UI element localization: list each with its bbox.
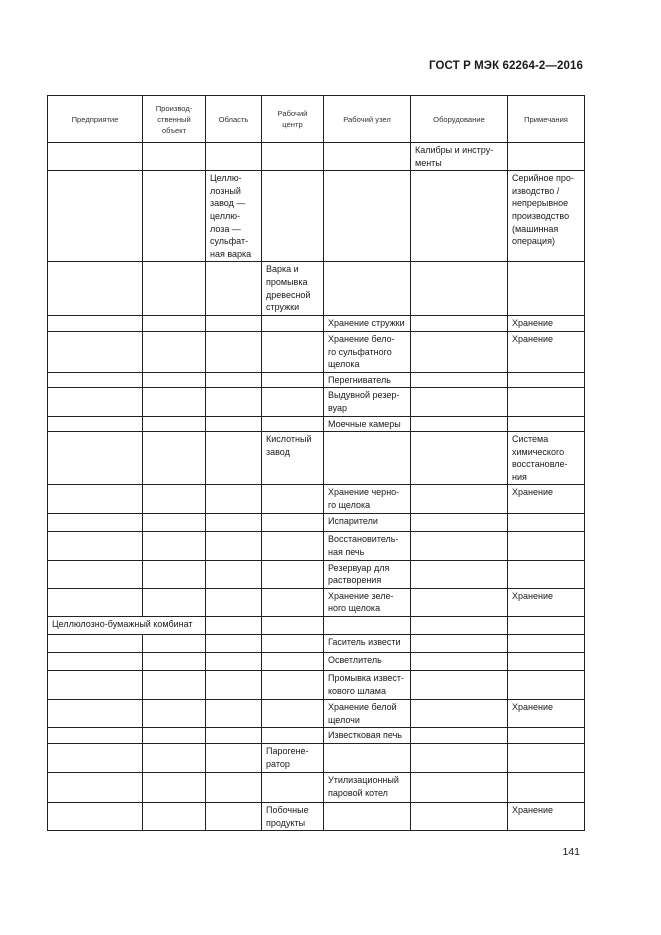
table-body — [48, 143, 585, 831]
table-cell — [262, 416, 324, 432]
table-cell — [262, 700, 324, 728]
table-row — [48, 653, 585, 671]
table-cell — [143, 560, 206, 588]
table-cell — [143, 744, 206, 773]
table-cell — [411, 617, 508, 635]
table-cell: Хранение стружки — [324, 316, 411, 332]
table-cell: Хранение — [508, 588, 585, 616]
column-header: Примечания — [508, 96, 585, 143]
table-cell — [262, 331, 324, 372]
table-cell — [411, 671, 508, 700]
table-cell — [48, 671, 143, 700]
table-row — [48, 262, 585, 316]
table-cell — [143, 416, 206, 432]
table-cell: Калибры и инстру- менты — [411, 143, 508, 171]
table-cell: Осветлитель — [324, 653, 411, 671]
table-cell — [206, 388, 262, 416]
table-row — [48, 803, 585, 831]
column-header: Производ- ственный объект — [143, 96, 206, 143]
table-cell — [411, 485, 508, 514]
table-cell — [48, 588, 143, 616]
table-cell: Резервуар для растворения — [324, 560, 411, 588]
table-cell — [324, 744, 411, 773]
table-cell — [262, 773, 324, 803]
table-cell — [411, 331, 508, 372]
table-cell — [262, 514, 324, 532]
table-cell — [411, 372, 508, 388]
table-cell — [206, 262, 262, 316]
table-cell: Целлю- лозный завод — целлю- лоза — сульфат- ная варка — [206, 171, 262, 262]
table-cell: Хранение — [508, 485, 585, 514]
column-header: Область — [206, 96, 262, 143]
table-cell: Хранение зеле- ного щелока — [324, 588, 411, 616]
table-cell — [324, 432, 411, 485]
table-row — [48, 514, 585, 532]
table-cell — [262, 372, 324, 388]
table-cell — [324, 171, 411, 262]
table-row — [48, 432, 585, 485]
table-cell — [411, 262, 508, 316]
table-cell: Варка и промывка древесной стружки — [262, 262, 324, 316]
table-cell — [206, 617, 262, 635]
table-cell — [206, 560, 262, 588]
table-cell — [206, 316, 262, 332]
table-cell — [206, 773, 262, 803]
table-cell — [411, 728, 508, 744]
table-cell: Хранение черно- го щелока — [324, 485, 411, 514]
table-cell — [411, 432, 508, 485]
table-cell — [48, 171, 143, 262]
table-cell: Хранение — [508, 331, 585, 372]
table-cell: Моечные камеры — [324, 416, 411, 432]
table-row — [48, 744, 585, 773]
table-row — [48, 143, 585, 171]
table-row — [48, 617, 585, 635]
table-row — [48, 700, 585, 728]
table-row — [48, 171, 585, 262]
table-cell — [508, 372, 585, 388]
table-cell — [143, 331, 206, 372]
table-cell — [48, 514, 143, 532]
table-cell: Гаситель извести — [324, 635, 411, 653]
table-cell: Кислотный завод — [262, 432, 324, 485]
table-cell — [508, 532, 585, 560]
table-cell — [143, 514, 206, 532]
table-cell — [48, 331, 143, 372]
table-cell: Побочные продукты — [262, 803, 324, 831]
table-cell — [143, 700, 206, 728]
table-cell — [48, 316, 143, 332]
table-cell — [262, 143, 324, 171]
table-cell — [262, 635, 324, 653]
table-cell: Хранение белой щелочи — [324, 700, 411, 728]
table-row — [48, 671, 585, 700]
table-cell — [206, 416, 262, 432]
table-cell — [206, 700, 262, 728]
table-cell — [508, 514, 585, 532]
table-cell — [411, 532, 508, 560]
table-row — [48, 560, 585, 588]
table-cell — [411, 388, 508, 416]
table-cell — [411, 803, 508, 831]
table-cell — [206, 432, 262, 485]
table-cell — [206, 671, 262, 700]
table-cell: Хранение бело- го сульфатного щелока — [324, 331, 411, 372]
table-row — [48, 331, 585, 372]
table-cell — [48, 560, 143, 588]
table-cell — [262, 617, 324, 635]
table-cell — [206, 514, 262, 532]
table-cell — [411, 560, 508, 588]
table-cell — [206, 143, 262, 171]
table-cell: Испарители — [324, 514, 411, 532]
table-cell — [143, 728, 206, 744]
table-cell — [48, 803, 143, 831]
table-cell — [411, 316, 508, 332]
table-cell — [48, 485, 143, 514]
table-cell: Перегниватель — [324, 372, 411, 388]
table-cell — [143, 773, 206, 803]
table-cell — [143, 316, 206, 332]
table-cell — [411, 171, 508, 262]
table-row — [48, 635, 585, 653]
table-cell — [411, 653, 508, 671]
table-cell — [324, 262, 411, 316]
table-cell — [508, 728, 585, 744]
table-cell — [411, 773, 508, 803]
table-cell — [411, 700, 508, 728]
table-cell — [411, 416, 508, 432]
table-cell — [324, 617, 411, 635]
table-cell — [262, 171, 324, 262]
table-cell — [262, 671, 324, 700]
table-cell — [262, 316, 324, 332]
table-cell: Система химического восстановле- ния — [508, 432, 585, 485]
table-cell — [411, 588, 508, 616]
table-cell — [48, 262, 143, 316]
table-cell — [48, 432, 143, 485]
table-cell — [508, 671, 585, 700]
table-cell — [48, 728, 143, 744]
table-cell — [143, 653, 206, 671]
table-cell — [262, 532, 324, 560]
table-cell: Восстановитель- ная печь — [324, 532, 411, 560]
table-row — [48, 773, 585, 803]
table-cell: Хранение — [508, 316, 585, 332]
table-cell — [508, 560, 585, 588]
table-cell — [262, 653, 324, 671]
table-cell — [508, 143, 585, 171]
table-row — [48, 388, 585, 416]
table-cell — [143, 388, 206, 416]
table-cell — [206, 372, 262, 388]
table-cell — [206, 744, 262, 773]
table-cell: Утилизационный паровой котел — [324, 773, 411, 803]
table-cell — [411, 514, 508, 532]
table-cell: Хранение — [508, 803, 585, 831]
table-cell: Хранение — [508, 700, 585, 728]
table-row — [48, 728, 585, 744]
equipment-hierarchy-table — [47, 95, 585, 831]
table-cell — [143, 671, 206, 700]
table-cell — [508, 744, 585, 773]
table-cell — [206, 635, 262, 653]
table-cell — [508, 262, 585, 316]
table-cell — [143, 372, 206, 388]
column-header: Рабочий центр — [262, 96, 324, 143]
table-cell — [143, 803, 206, 831]
table-cell: Выдувной резер- вуар — [324, 388, 411, 416]
table-cell — [411, 744, 508, 773]
table-cell — [143, 171, 206, 262]
table-header — [48, 96, 585, 143]
table-cell — [206, 653, 262, 671]
document-standard-header: ГОСТ Р МЭК 62264-2—2016 — [429, 60, 583, 72]
table-cell — [143, 432, 206, 485]
table-cell — [262, 588, 324, 616]
table-cell — [48, 700, 143, 728]
table-cell — [508, 653, 585, 671]
table-row — [48, 485, 585, 514]
table-cell: Парогене- ратор — [262, 744, 324, 773]
table-cell — [143, 262, 206, 316]
table-cell — [48, 372, 143, 388]
table-cell — [411, 635, 508, 653]
column-header: Оборудование — [411, 96, 508, 143]
table-cell — [48, 143, 143, 171]
table-cell — [48, 773, 143, 803]
table-cell — [48, 388, 143, 416]
table-cell — [143, 635, 206, 653]
table-cell — [206, 588, 262, 616]
table-cell — [508, 635, 585, 653]
table-cell — [206, 728, 262, 744]
table-cell: Серийное про- изводство / непрерывное производство (машинная операция) — [508, 171, 585, 262]
table-cell — [508, 773, 585, 803]
table-row — [48, 532, 585, 560]
table-cell — [262, 560, 324, 588]
table-row — [48, 372, 585, 388]
table-cell — [262, 728, 324, 744]
table-cell-enterprise: Целлюлозно-бумажный комбинат — [48, 617, 206, 635]
table-row — [48, 588, 585, 616]
table-cell — [508, 617, 585, 635]
table-row — [48, 416, 585, 432]
table-cell — [262, 485, 324, 514]
table-cell — [206, 803, 262, 831]
table-cell — [262, 388, 324, 416]
table-cell: Известковая печь — [324, 728, 411, 744]
table-cell — [143, 532, 206, 560]
table-cell — [48, 635, 143, 653]
table-cell — [48, 532, 143, 560]
table-cell — [206, 331, 262, 372]
table-cell — [143, 588, 206, 616]
table-cell — [206, 532, 262, 560]
table-cell — [508, 416, 585, 432]
table-cell — [143, 143, 206, 171]
table-cell — [143, 485, 206, 514]
table-cell — [324, 803, 411, 831]
table-cell — [48, 744, 143, 773]
column-header: Рабочий узел — [324, 96, 411, 143]
column-header: Предприятие — [48, 96, 143, 143]
table-cell — [324, 143, 411, 171]
table-cell — [206, 485, 262, 514]
page-number: 141 — [562, 846, 580, 858]
table-row — [48, 316, 585, 332]
table-cell — [48, 653, 143, 671]
table-cell — [508, 388, 585, 416]
table-cell: Промывка извест- кового шлама — [324, 671, 411, 700]
table-cell — [48, 416, 143, 432]
